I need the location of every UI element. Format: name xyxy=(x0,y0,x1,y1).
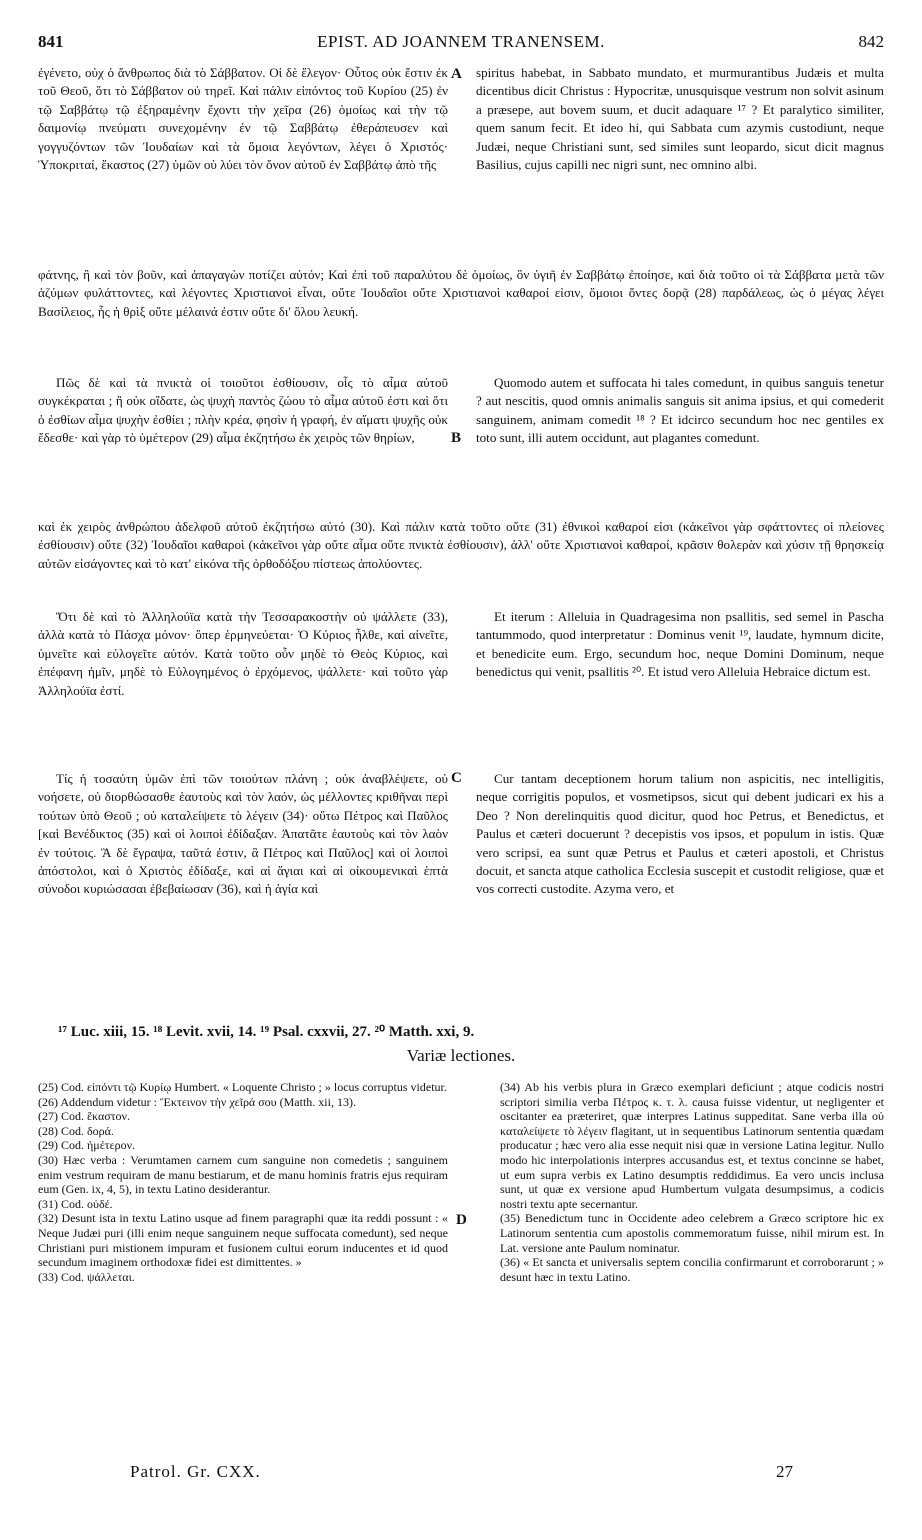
variant-note: (32) Desunt ista in textu Latino usque ad finem paragraphi quæ ita reddi possunt : « Neque Judæi puri (illi enim neque sanguinem neque suffocata comedunt), sed neque Christiani puri mistionem impuram et fusionem cultui eorum inducentes et id quod secundum imaginem orthodoxæ fidei est dimittentes. » xyxy=(38,1211,448,1270)
greek-paragraph-full: καὶ ἐκ χειρὸς ἀνθρώπου ἀδελφοῦ αὐτοῦ ἐκζητήσω αὐτό (30). Καὶ πάλιν κατὰ τοῦτο οὔτε (31) ἐθνικοὶ καθαροί εἰσι (κἀκεῖνοι γὰρ σφάττοντες οἱ πλείονες ἐσθίουσιν) οὔτε (32) Ἰουδαῖοι καθαροὶ (κἀκεῖνοι γὰρ οὔτε αἷμα οὔτε πνικτὰ ἐσθίουσιν), ἀλλ' οὔτε Χριστιανοὶ καθαροί, κρᾶσιν θολερὰν καὶ χύσιν τῇ θρησκείᾳ αὐτῶν εἰσάγοντες καὶ τὸ κατ' εἰκόνα τῆς ὀρθοδόξου πίστεως ἀπολύοντες. xyxy=(38,519,884,571)
variant-note: (30) Hæc verba : Verumtamen carnem cum sanguine non comedetis ; sanguinem enim vestrum requiram de manu bestiarum, et de manu hominis fratris ejus requiram eum (Gen. ix, 4, 5), in textu Latino desiderantur. xyxy=(38,1152,448,1197)
notes-column-right xyxy=(500,1080,884,1284)
latin-paragraph: Et iterum : Alleluia in Quadragesima non psallitis, sed semel in Pascha tantummodo, quod interpretatur : Dominus venit ¹⁹, laudate, hymnum dicite, et benedicite eum. Ergo, secundum hoc, neque Domini Dominum, neque benedictus qui venit, psallitis ²⁰. Et istud vero Alleluia Hebraice dictum est. xyxy=(476,609,884,680)
margin-marker-c: C xyxy=(451,770,462,786)
latin-paragraph: Cur tantam deceptionem horum talium non aspicitis, nec intelligitis, neque corrigitis populos, et vosmetipsos, sicut qui debent judicari ex his a Deo ? Non derelinquitis quod dicitur, quod hoc Petrus, et Benedictus, et Paulus et cæteri docuerunt ? decepistis vos ipsos, et populum in istis. Quæ vero scripsi, ea sunt quæ Petrus et Paulus et cæteri apostoli, et Christus docuit, et sancta atque catholica Ecclesia suscepit et custodit religiose, quæ et vos correcti custodite. Azyma vero, et xyxy=(476,771,884,897)
margin-marker-d: D xyxy=(456,1212,467,1228)
variant-note: (31) Cod. οὐδέ. xyxy=(38,1196,113,1211)
latin-column-2 xyxy=(476,374,884,448)
variant-note: (29) Cod. ἡμέτερον. xyxy=(38,1138,136,1153)
variant-note: (33) Cod. ψάλλεται. xyxy=(38,1269,135,1284)
greek-paragraph: Τίς ἡ τοσαύτη ὑμῶν ἐπὶ τῶν τοιούτων πλάνη ; οὐκ ἀναβλέψετε, οὐ νοήσετε, οὐ διορθώσασθε ἑαυτοὺς καὶ τὸν λαόν, ὡς μέλλοντες κριθῆναι περὶ τούτων ὑπὸ Θεοῦ ; οὐ καταλείψετε τὸ λέγειν (34)· οὕτω Πέτρος καὶ Παῦλος [καὶ Βενέδικτος (35) καὶ οἱ λοιποὶ ἐδίδαξαν. Ἀπατᾶτε ἑαυτοὺς καὶ τὸν λαὸν ἐν τούτοις. Ἃ δὲ ἔγραψα, ταῦτά ἐστιν, ἃ Πέτρος καὶ Παῦλος] καὶ οἱ λοιποὶ ἀπόστολοι, καὶ ὁ Χριστὸς ἐδίδαξε, καὶ αἱ ἅγιαι καὶ αἱ οἰκουμενικαὶ ἑπτὰ σύνοδοι κυριώσασαι ἐβεβαίωσαν (36), καὶ ἡ ἁγία καὶ xyxy=(38,771,448,897)
greek-paragraph-full: φάτνης, ἢ καὶ τὸν βοῦν, καὶ ἀπαγαγὼν ποτίζει αὐτόν; Καὶ ἐπὶ τοῦ παραλύτου δὲ ὁμοίως, ὃν ὑγιῆ ἐν Σαββάτῳ ἐποίησε, καὶ διὰ τοῦτο οἱ τὰ Σάββατα μετὰ τῶν ἀζύμων φυλάττοντες, καὶ λέγοντες Χριστιανοὶ εἶναι, οὔτε Ἰουδαῖοι οὔτε Χριστιανοὶ καθαροί εἰσιν, ὅμοιοι ὄντες δορᾷ (28) παρδάλεως, ὡς ὁ μέγας λέγει Βασίλειος, ἧς ἡ θρὶξ οὔτε μέλαινά ἐστιν οὔτε δι' ὅλου λευκή. xyxy=(38,267,884,319)
latin-paragraph: spiritus habebat, in Sabbato mundato, et murmurantibus Judæis et multa dicentibus dicit Christus : Hypocritæ, unusquisque vestrum non solvit asinum a præsepe, aut bovem suum, et ducit adaquare ¹⁷ ? Et paralytico similiter, quem sanum fecit. Et ideo hi, qui Sabbata cum azymis custodiunt, neque Judæi, neque Christiani sunt, sed similes sunt leopardo, sicut dicit magnus Basilius, cujus capilli nec nigri sunt, nec omnino albi. xyxy=(476,65,884,173)
notes-column-left xyxy=(38,1080,448,1284)
variant-note: (27) Cod. ἕκαστον. xyxy=(38,1109,130,1124)
greek-column-4 xyxy=(38,770,448,899)
margin-marker-a: A xyxy=(451,66,462,82)
greek-column-2 xyxy=(38,374,448,448)
page-number-right: 842 xyxy=(858,32,884,51)
variant-note: (26) Addendum videtur : Ἔκτεινον τὴν χεῖρά σου (Matth. xii, 13). xyxy=(38,1094,356,1109)
series-signature: Patrol. Gr. CXX. xyxy=(130,1462,261,1481)
signature-number: 27 xyxy=(776,1462,793,1481)
variant-note: (35) Benedictum tunc in Occidente adeo celebrem a Græco scriptore hic ex Latinorum sententia cum apostolis commemoratum fuisse, nihil mirum est. In Lat. versione ante Paulum nominatur. xyxy=(500,1211,884,1255)
greek-full-width-1 xyxy=(38,266,884,321)
running-title: EPIST. AD JOANNEM TRANENSEM. xyxy=(317,32,605,51)
margin-marker-b: B xyxy=(451,430,462,446)
variant-note: (36) « Et sancta et universalis septem concilia confirmarunt et corroborarunt ; » desunt hæc in textu Latino. xyxy=(500,1255,884,1284)
latin-column-4 xyxy=(476,770,884,899)
greek-full-width-2 xyxy=(38,518,884,573)
variant-note: (28) Cod. δορά. xyxy=(38,1123,114,1138)
latin-column-3 xyxy=(476,608,884,682)
page-number-left: 841 xyxy=(38,32,64,51)
greek-column-3 xyxy=(38,608,448,700)
greek-paragraph: Ὅτι δὲ καὶ τὸ Ἀλληλούϊα κατὰ τὴν Τεσσαρακοστὴν οὐ ψάλλετε (33), ἀλλὰ κατὰ τὸ Πάσχα μόνον· ὅπερ ἑρμηνεύεται· Ὁ Κύριος ἦλθε, καὶ αἰνεῖτε, ὑμνεῖτε καὶ εὐλογεῖτε αὐτόν. Κατὰ τοῦτο οὖν μηδὲ τὸ Θεὸς Κύριος, καὶ ἐπέφανη ἡμῖν, μηδὲ τὸ Εὐλογημένος ὁ ἐρχόμενος, ψάλλετε· καὶ τοῦτο γὰρ Ἀλληλούϊα ἐστί. xyxy=(38,609,448,698)
variae-lectiones-heading: Variæ lectiones. xyxy=(406,1046,516,1065)
variant-note: (25) Cod. εἰπόντι τῷ Κυρίῳ Humbert. « Loquente Christo ; » locus corruptus videtur. xyxy=(38,1080,447,1094)
scripture-footnotes: ¹⁷ Luc. xiii, 15. ¹⁸ Levit. xvii, 14. ¹⁹ Psal. cxxvii, 27. ²⁰ Matth. xxi, 9. xyxy=(58,1024,475,1040)
latin-paragraph: Quomodo autem et suffocata hi tales comedunt, in quibus sanguis tenetur ? aut nescitis, quod omnis animalis sanguis sit anima ipsius, et qui comederit sanguinem, animam comedit ¹⁸ ? Et idcirco secundum hoc nec gentiles ex toto sunt, illi autem occidunt, aut plagantes comedunt. xyxy=(476,375,884,446)
variant-note: (34) Ab his verbis plura in Græco exemplari deficiunt ; atque codicis nostri scriptori similia verba Πέτρος κ. τ. λ. causa fuisse videntur, ut negligenter et oscitanter ea præteriret, quæ interpres Latinus suppeditat. Sane verba illa οὐ καταλείψετε τὸ λέγειν flagitant, ut in sequentibus Latinorum sententia quædam producatur ; hæc vero alia esse nequit nisi quæ in versione Latina legitur. Nullo modo hic interpolationis interpres accusandus est, et textus concinne se habet, ut eum supra verbis ex Latino desumptis reddidimus. Ea vero uncis inclusa sunt, ut quæ ex versione apud Humbertum vulgata desumpsimus, a codicis nostri textu apte secernantur. xyxy=(500,1080,884,1211)
greek-paragraph: Πῶς δὲ καὶ τὰ πνικτὰ οἱ τοιοῦτοι ἐσθίουσιν, οἷς τὸ αἷμα αὐτοῦ συγκέκραται ; ἢ οὐκ οἴδατε, ὡς ψυχὴ παντὸς ζώου τὸ αἷμα αὐτοῦ ἐστι καὶ ὅτι ὁ ἐσθίων αἷμα ψυχὴν ἐσθίει ; πλὴν κρέα, φησὶν ἡ γραφή, ἐν αἵματι ψυχῆς οὐκ ἔδεσθε· καὶ γὰρ τὸ ὑμέτερον (29) αἷμα ἐκζητήσω ἐκ χειρὸς τῶν θηρίων, xyxy=(38,375,448,446)
page-header xyxy=(38,32,884,58)
latin-column-1 xyxy=(476,64,884,174)
greek-paragraph: ἐγένετο, οὐχ ὁ ἄνθρωπος διὰ τὸ Σάββατον. Οἱ δὲ ἔλεγον· Οὗτος οὐκ ἔστιν ἐκ τοῦ Θεοῦ, ὅτι τὸ Σάββατον οὐ τηρεῖ. Καὶ πάλιν εἰπόντος τοῦ Κυρίου (25) ἐν τῷ Σαββάτῳ τῷ ἐξηραμένην ἔχοντι τὴν χεῖρα (26) ὁμοίως καὶ τὴν τῷ δαιμονίῳ πνεύματι συνεχομένην ἐν τῷ Σαββάτῳ ἐθεράπευσεν καὶ γογγυζόντων τῶν Ἰουδαίων καὶ τὰ ὅμοια λεγόντων, λέγει ὁ Χριστός· Ὑποκριταί, ἕκαστος (27) ὑμῶν οὐ λύει τὸν ὄνον αὐτοῦ ἐν Σαββάτῳ ἀπὸ τῆς xyxy=(38,65,448,173)
greek-column-1 xyxy=(38,64,448,174)
